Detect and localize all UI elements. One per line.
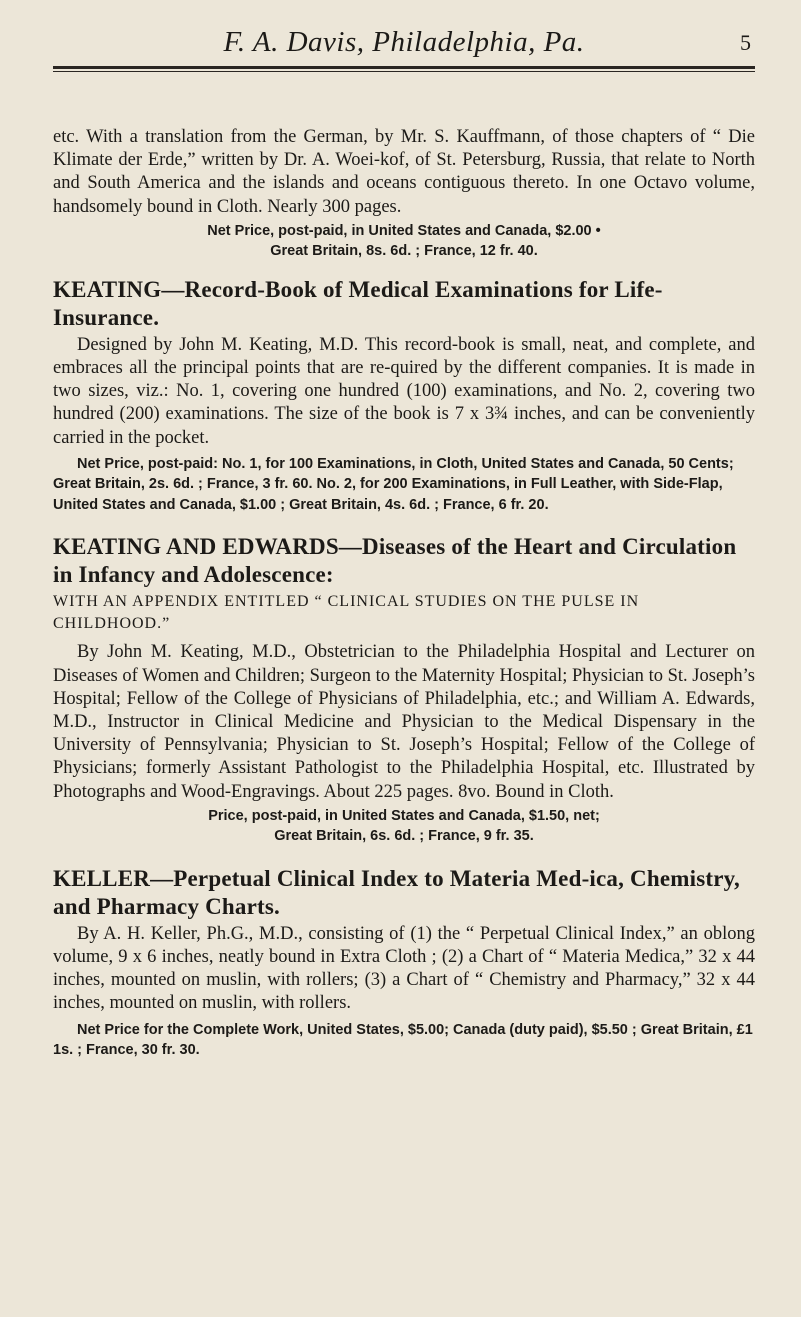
intro-paragraph: etc. With a translation from the German, by Mr. S. Kauffmann, of those chapters of “ Die Klimate der Erde,” written by Dr. A. Woei-kof, of St. Petersburg, Russia, that relate to North and South America and the islands and oceans contiguous thereto. In one Octavo volume, handsomely bound in Cloth. Nearly 300 pages. (53, 127, 755, 217)
intro-price-line-1: Net Price, post-paid, in United States and Canada, $2.00 • (207, 222, 601, 239)
entry-heading: KEATING—Record-Book of Medical Examinations for Life-Insurance. (53, 276, 663, 330)
entry-price-line-1: Price, post-paid, in United States and Canada, $1.50, net; (208, 807, 600, 824)
intro-price-line-2: Great Britain, 8s. 6d. ; France, 12 fr. 40. (270, 243, 538, 260)
entry-keller (53, 865, 755, 1061)
header-rule-thick (53, 66, 755, 69)
entry-heading: KELLER—Perpetual Clinical Index to Materia Med-ica, Chemistry, and Pharmacy Charts. (53, 865, 740, 919)
entry-description: By A. H. Keller, Ph.G., M.D., consisting of (1) the “ Perpetual Clinical Index,” an oblong volume, 9 x 6 inches, neatly bound in Extra Cloth ; (2) a Chart of “ Materia Medica,” 32 x 44 inches, mounted on muslin, with rollers; (3) a Chart of “ Chemistry and Pharmacy,” 32 x 44 inches, mounted on muslin, with rollers. (53, 923, 755, 1014)
running-title: F. A. Davis, Philadelphia, Pa. (223, 26, 585, 58)
entry-description: Designed by John M. Keating, M.D. This record-book is small, neat, and complete, and embraces all the principal points that are re-quired by the different companies. It is made in two sizes, viz.: No. 1, covering one hundred (100) examinations, and No. 2, covering two hundred (200) examinations. The size of the book is 7 x 3¾ inches, and can be conveniently carried in the pocket. (53, 334, 755, 448)
entry-heading: KEATING AND EDWARDS—Diseases of the Heart and Circulation in Infancy and Adolescence: (53, 534, 737, 588)
entry-subtitle: WITH AN APPENDIX ENTITLED “ CLINICAL STUDIES ON THE PULSE IN CHILDHOOD.” (53, 593, 640, 633)
page-header (53, 0, 755, 74)
entry-price-line-2: Great Britain, 6s. 6d. ; France, 9 fr. 35. (274, 828, 534, 845)
entry-keating-edwards (53, 533, 755, 846)
entry-price: Net Price, post-paid: No. 1, for 100 Examinations, in Cloth, United States and Canada, 50 Cents; Great Britain, 2s. 6d. ; France, 3 fr. 60. No. 2, for 200 Examinations, in Full Leather, with Side-Flap, United States and Canada, $1.00 ; Great Britain, 4s. 6d. ; France, 6 fr. 20. (53, 455, 734, 513)
entry-keating-record-book (53, 276, 755, 516)
page-number: 5 (740, 30, 751, 55)
entry-price: Net Price for the Complete Work, United States, $5.00; Canada (duty paid), $5.50 ; Great Britain, £1 1s. ; France, 30 fr. 30. (53, 1021, 753, 1059)
entry-description: By John M. Keating, M.D., Obstetrician to the Philadelphia Hospital and Lecturer on Diseases of Women and Children; Surgeon to the Maternity Hospital; Physician to St. Joseph’s Hospital; Fellow of the College of Physicians of Philadelphia, etc.; and William A. Edwards, M.D., Instructor in Clinical Medicine and Physician to the Medical Dispensary in the University of Pennsylvania; Physician to St. Joseph’s Hospital; Fellow of the College of Physicians; formerly Assistant Pathologist to the Philadelphia Hospital, etc. Illustrated by Photographs and Wood-Engravings. About 225 pages. 8vo. Bound in Cloth. (53, 642, 755, 802)
header-rule-thin (53, 71, 755, 72)
